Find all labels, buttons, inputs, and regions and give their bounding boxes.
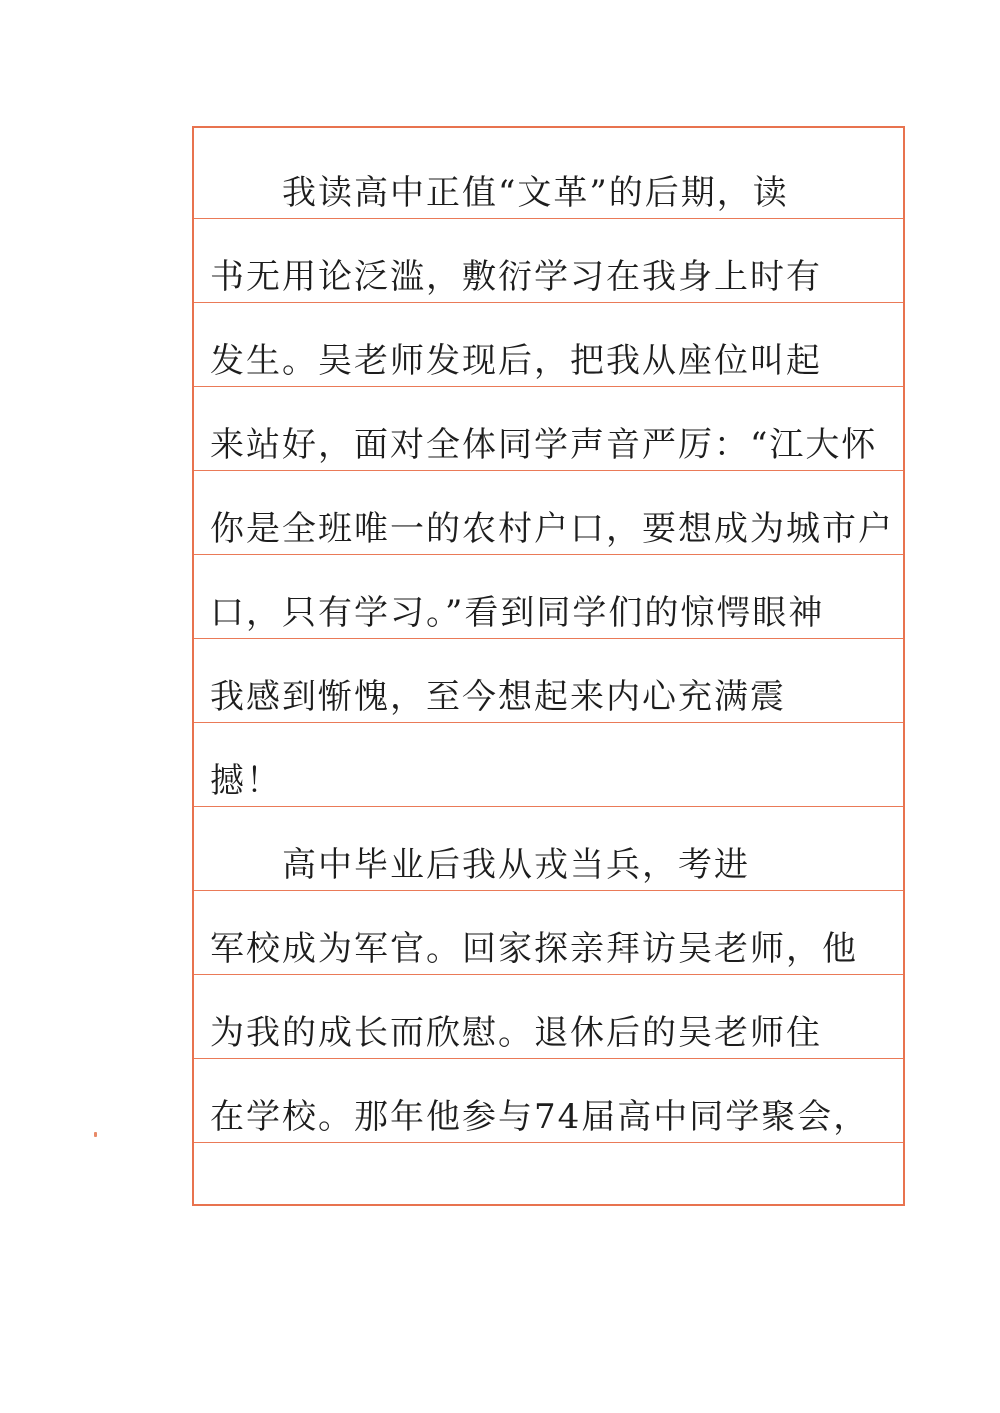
ruled-line [194,218,903,219]
text-line-3: 发生。吴老师发现后，把我从座位叫起 [210,341,822,381]
ruled-line [194,974,903,975]
text-line-6: 口，只有学习。”看到同学们的惊愕眼神 [210,593,825,633]
text-line-5: 你是全班唯一的农村户口，要想成为城市户 [210,509,894,549]
ruled-line [194,1142,903,1143]
ruled-line [194,722,903,723]
paper-speck [94,1132,97,1137]
text-line-11: 为我的成长而欣慰。退休后的吴老师住 [210,1013,822,1053]
text-line-8: 撼！ [210,761,282,801]
ruled-line [194,806,903,807]
text-line-12: 在学校。那年他参与74届高中同学聚会， [210,1097,870,1137]
ruled-line [194,470,903,471]
ruled-line [194,554,903,555]
ruled-line [194,386,903,387]
text-line-10: 军校成为军官。回家探亲拜访吴老师，他 [210,929,858,969]
ruled-line [194,890,903,891]
text-line-7: 我感到惭愧，至今想起来内心充满震 [210,677,786,717]
text-line-9: 高中毕业后我从戎当兵，考进 [282,845,750,885]
ruled-line [194,302,903,303]
text-line-4: 来站好，面对全体同学声音严厉：“江大怀 [210,425,878,465]
text-line-1: 我读高中正值“文革”的后期，读 [282,173,789,213]
lined-paper-sheet [192,126,905,1206]
text-line-2: 书无用论泛滥，敷衍学习在我身上时有 [210,257,822,297]
ruled-line [194,638,903,639]
ruled-line [194,1058,903,1059]
